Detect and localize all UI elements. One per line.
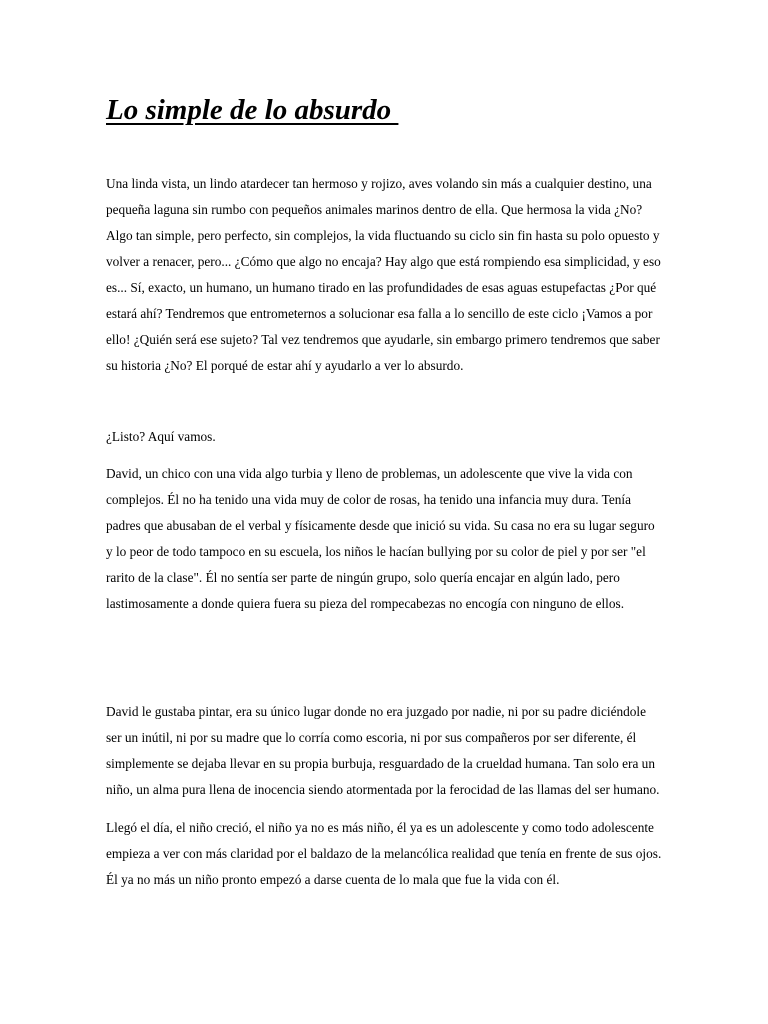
text-line: complejos. Él no ha tenido una vida muy de color de rosas, ha tenido una infancia muy dura. Tenía xyxy=(106,492,632,507)
text-line: David, un chico con una vida algo turbia y lleno de problemas, un adolescente que vive la vida con xyxy=(106,466,633,481)
text-line: Algo tan simple, pero perfecto, sin complejos, la vida fluctuando su ciclo sin fin hasta su polo opuesto y xyxy=(106,228,660,243)
text-line: Una linda vista, un lindo atardecer tan hermoso y rojizo, aves volando sin más a cualquier destino, una xyxy=(106,176,652,191)
text-line: ser un inútil, ni por su madre que lo corría como escoria, ni por sus compañeros por ser diferente, él xyxy=(106,730,637,745)
paragraph-david-background xyxy=(106,461,666,617)
paragraph-intro xyxy=(106,171,666,379)
text-line: ¿Listo? Aquí vamos. xyxy=(106,429,216,444)
text-line: Llegó el día, el niño creció, el niño ya no es más niño, él ya es un adolescente y como todo adolescente xyxy=(106,820,654,835)
text-line: ello! ¿Quién será ese sujeto? Tal vez tendremos que ayudarle, sin embargo primero tendremos que saber xyxy=(106,332,660,347)
text-line: padres que abusaban de el verbal y físicamente desde que inició su vida. Su casa no era su lugar seguro xyxy=(106,518,655,533)
text-line: empieza a ver con más claridad por el baldazo de la melancólica realidad que tenía en frente de sus ojos. xyxy=(106,846,662,861)
text-line: rarito de la clase". Él no sentía ser parte de ningún grupo, solo quería encajar en algún lado, pero xyxy=(106,570,620,585)
text-line: simplemente se dejaba llevar en su propia burbuja, resguardado de la crueldad humana. Tan solo era un xyxy=(106,756,655,771)
document-title: Lo simple de lo absurdo xyxy=(106,94,399,126)
paragraph-growing-up xyxy=(106,815,666,893)
text-line: Él ya no más un niño pronto empezó a darse cuenta de lo mala que fue la vida con él. xyxy=(106,872,560,887)
text-line: pequeña laguna sin rumbo con pequeños animales marinos dentro de ella. Que hermosa la vida ¿No? xyxy=(106,202,643,217)
text-line: David le gustaba pintar, era su único lugar donde no era juzgado por nadie, ni por su padre diciéndole xyxy=(106,704,647,719)
paragraph-david-painting xyxy=(106,699,666,803)
text-line: estará ahí? Tendremos que entrometernos a solucionar esa falla a lo sencillo de este ciclo ¡Vamos a por xyxy=(106,306,653,321)
paragraph-ready xyxy=(106,424,666,450)
text-line: lastimosamente a donde quiera fuera su pieza del rompecabezas no encogía con ninguno de ellos. xyxy=(106,596,625,611)
text-line: es... Sí, exacto, un humano, un humano tirado en las profundidades de esas aguas estupefactas ¿Por qué xyxy=(106,280,657,295)
text-line: su historia ¿No? El porqué de estar ahí y ayudarlo a ver lo absurdo. xyxy=(106,358,464,373)
text-line: niño, un alma pura llena de inocencia siendo atormentada por la ferocidad de las llamas del ser humano. xyxy=(106,782,660,797)
text-line: y lo peor de todo tampoco en su escuela, los niños le hacían bullying por su color de piel y por ser "el xyxy=(106,544,646,559)
text-line: volver a renacer, pero... ¿Cómo que algo no encaja? Hay algo que está rompiendo esa simplicidad, y eso xyxy=(106,254,661,269)
